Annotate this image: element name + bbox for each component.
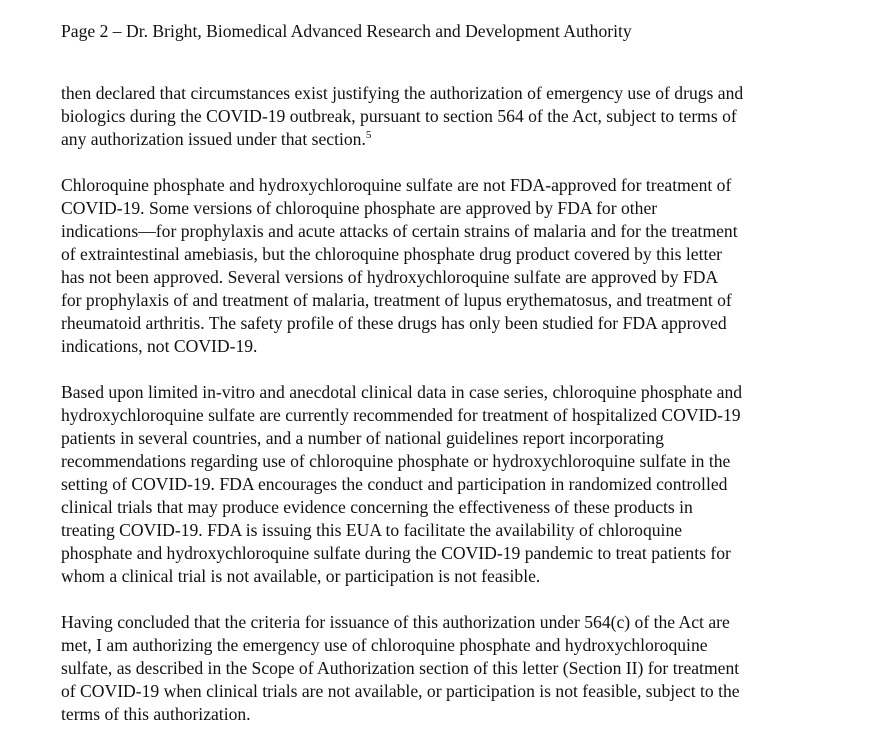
text-line: then declared that circumstances exist justifying the authorization of emergency use of drugs and (61, 83, 744, 103)
text-line-with-footnote (61, 128, 861, 151)
text-line: for prophylaxis of and treatment of malaria, treatment of lupus erythematosus, and treatment of (61, 290, 732, 310)
text-line: whom a clinical trial is not available, or participation is not feasible. (61, 566, 541, 586)
text-line: hydroxychloroquine sulfate are currently recommended for treatment of hospitalized COVID-19 (61, 405, 741, 425)
text-line: of extraintestinal amebiasis, but the chloroquine phosphate drug product covered by this letter (61, 244, 723, 264)
text-line: indications, not COVID-19. (61, 336, 258, 356)
text-line: met, I am authorizing the emergency use of chloroquine phosphate and hydroxychloroquine (61, 635, 708, 655)
text-line: sulfate, as described in the Scope of Authorization section of this letter (Section II) for treatment (61, 658, 740, 678)
text-line: phosphate and hydroxychloroquine sulfate during the COVID-19 pandemic to treat patients for (61, 543, 731, 563)
text-line: treating COVID-19. FDA is issuing this EUA to facilitate the availability of chloroquine (61, 520, 683, 540)
text-line: setting of COVID-19. FDA encourages the conduct and participation in randomized controlled (61, 474, 728, 494)
text-line: clinical trials that may produce evidence concerning the effectiveness of these products in (61, 497, 693, 517)
footnote-reference: 5 (365, 129, 372, 141)
text-line: recommendations regarding use of chloroquine phosphate or hydroxychloroquine sulfate in the (61, 451, 731, 471)
text-line: of COVID-19 when clinical trials are not available, or participation is not feasible, subject to the (61, 681, 740, 701)
text-line: Chloroquine phosphate and hydroxychloroquine sulfate are not FDA-approved for treatment of (61, 175, 732, 195)
text-line: biologics during the COVID-19 outbreak, pursuant to section 564 of the Act, subject to terms of (61, 106, 737, 126)
text-line: has not been approved. Several versions of hydroxychloroquine sulfate are approved by FDA (61, 267, 719, 287)
text-line: rheumatoid arthritis. The safety profile of these drugs has only been studied for FDA approved (61, 313, 727, 333)
paragraph-emergency-declaration (61, 82, 861, 151)
paragraph-authorization (61, 611, 861, 726)
text-line: Based upon limited in-vitro and anecdotal clinical data in case series, chloroquine phosphate and (61, 382, 743, 402)
paragraph-clinical-data (61, 381, 861, 588)
text-line: COVID-19. Some versions of chloroquine phosphate are approved by FDA for other (61, 198, 658, 218)
text-line: Having concluded that the criteria for issuance of this authorization under 564(c) of the Act are (61, 612, 730, 632)
text-line: indications—for prophylaxis and acute attacks of certain strains of malaria and for the treatment (61, 221, 738, 241)
page-header: Page 2 – Dr. Bright, Biomedical Advanced Research and Development Authority (61, 21, 632, 41)
text-line: terms of this authorization. (61, 704, 251, 724)
paragraph-approval-status (61, 174, 861, 358)
text-line: patients in several countries, and a number of national guidelines report incorporating (61, 428, 664, 448)
text-line-content: any authorization issued under that section. (61, 129, 366, 149)
